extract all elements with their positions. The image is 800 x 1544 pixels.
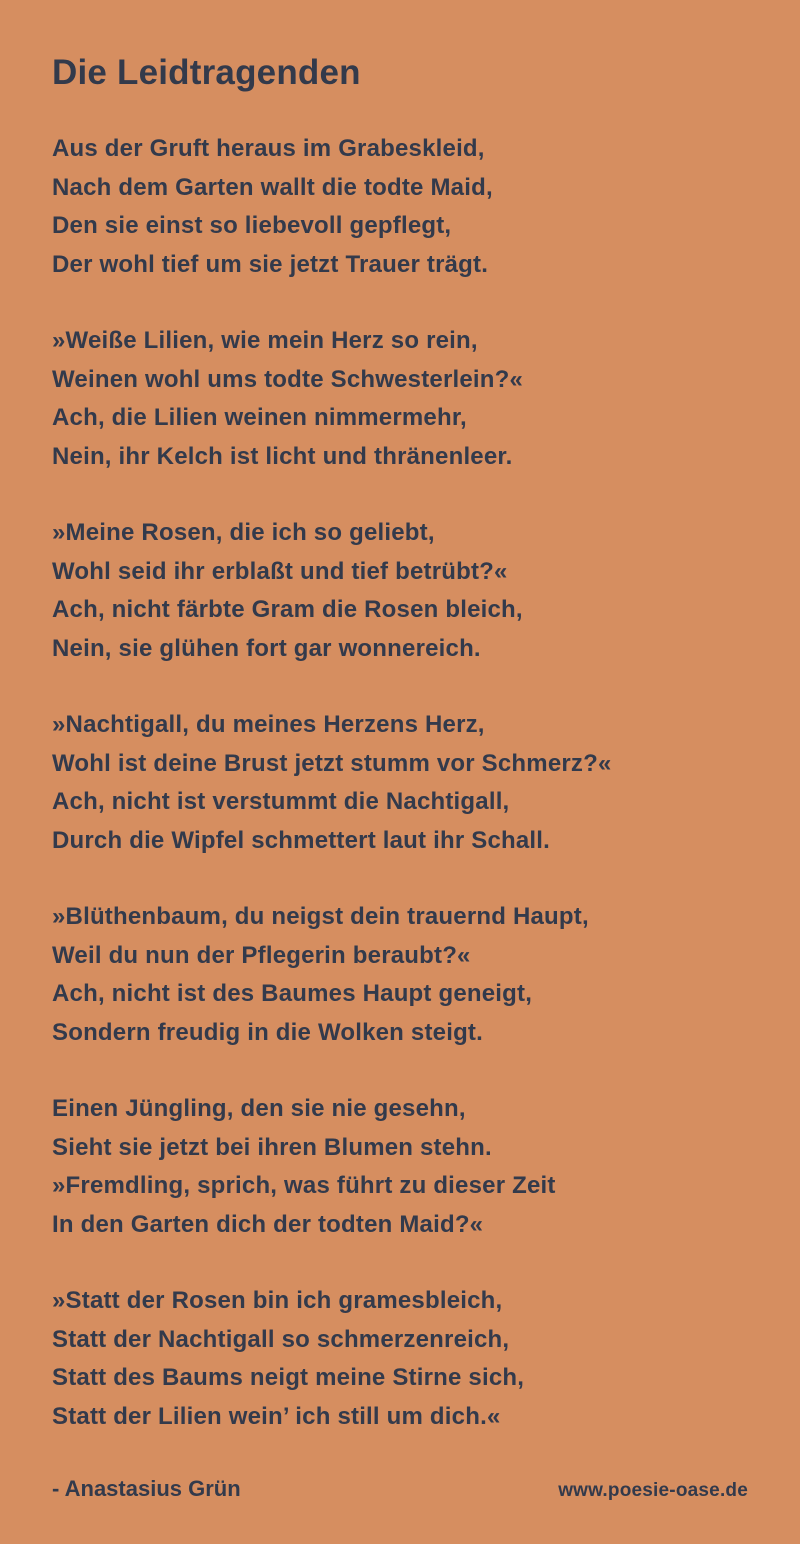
poem-line: Durch die Wipfel schmettert laut ihr Schall. <box>52 826 551 854</box>
poem-line: Nein, ihr Kelch ist licht und thränenleer. <box>52 442 513 470</box>
poem-line: Ach, nicht färbte Gram die Rosen bleich, <box>52 596 523 623</box>
poem-line: Weil du nun der Pflegerin beraubt?« <box>52 941 471 969</box>
poem-line: »Fremdling, sprich, was führt zu dieser Zeit <box>52 1172 556 1199</box>
poem-line: Sieht sie jetzt bei ihren Blumen stehn. <box>52 1133 492 1161</box>
poem-author: - Anastasius Grün <box>52 1476 241 1501</box>
poem-line: Ach, nicht ist des Baumes Haupt geneigt, <box>52 980 533 1007</box>
poem-line: Statt des Baums neigt meine Stirne sich, <box>52 1364 525 1391</box>
poem-line: Den sie einst so liebevoll gepflegt, <box>52 212 452 239</box>
stanza-7 <box>52 1282 748 1436</box>
poem-line: Wohl ist deine Brust jetzt stumm vor Schmerz?« <box>52 749 612 777</box>
stanza-2 <box>52 322 748 476</box>
poem-line: In den Garten dich der todten Maid?« <box>52 1210 484 1238</box>
stanza-5 <box>52 898 748 1052</box>
poem-line: Aus der Gruft heraus im Grabeskleid, <box>52 135 485 162</box>
poem-line: Statt der Nachtigall so schmerzenreich, <box>52 1325 510 1353</box>
poem-line: »Nachtigall, du meines Herzens Herz, <box>52 711 485 738</box>
website-url: www.poesie-oase.de <box>558 1480 748 1501</box>
poem-line: Einen Jüngling, den sie nie gesehn, <box>52 1095 466 1122</box>
poem-line: »Weiße Lilien, wie mein Herz so rein, <box>52 327 478 354</box>
poem-line: »Meine Rosen, die ich so geliebt, <box>52 519 435 546</box>
poem-line: Ach, die Lilien weinen nimmermehr, <box>52 404 467 431</box>
poem-line: Der wohl tief um sie jetzt Trauer trägt. <box>52 250 489 278</box>
poem-line: »Blüthenbaum, du neigst dein trauernd Haupt, <box>52 903 589 930</box>
poem-line: Sondern freudig in die Wolken steigt. <box>52 1018 483 1046</box>
poem-line: Ach, nicht ist verstummt die Nachtigall, <box>52 788 510 815</box>
stanza-6 <box>52 1090 748 1244</box>
poem-title: Die Leidtragenden <box>52 53 361 92</box>
poem-line: Wohl seid ihr erblaßt und tief betrübt?« <box>52 557 508 585</box>
poem-line: Nach dem Garten wallt die todte Maid, <box>52 173 493 201</box>
stanza-1 <box>52 130 748 284</box>
poem-line: Statt der Lilien wein’ ich still um dich.« <box>52 1402 501 1430</box>
poem-line: »Statt der Rosen bin ich gramesbleich, <box>52 1287 503 1314</box>
poem-line: Nein, sie glühen fort gar wonnereich. <box>52 634 481 662</box>
stanza-3 <box>52 514 748 668</box>
stanza-4 <box>52 706 748 860</box>
poem-line: Weinen wohl ums todte Schwesterlein?« <box>52 365 524 393</box>
